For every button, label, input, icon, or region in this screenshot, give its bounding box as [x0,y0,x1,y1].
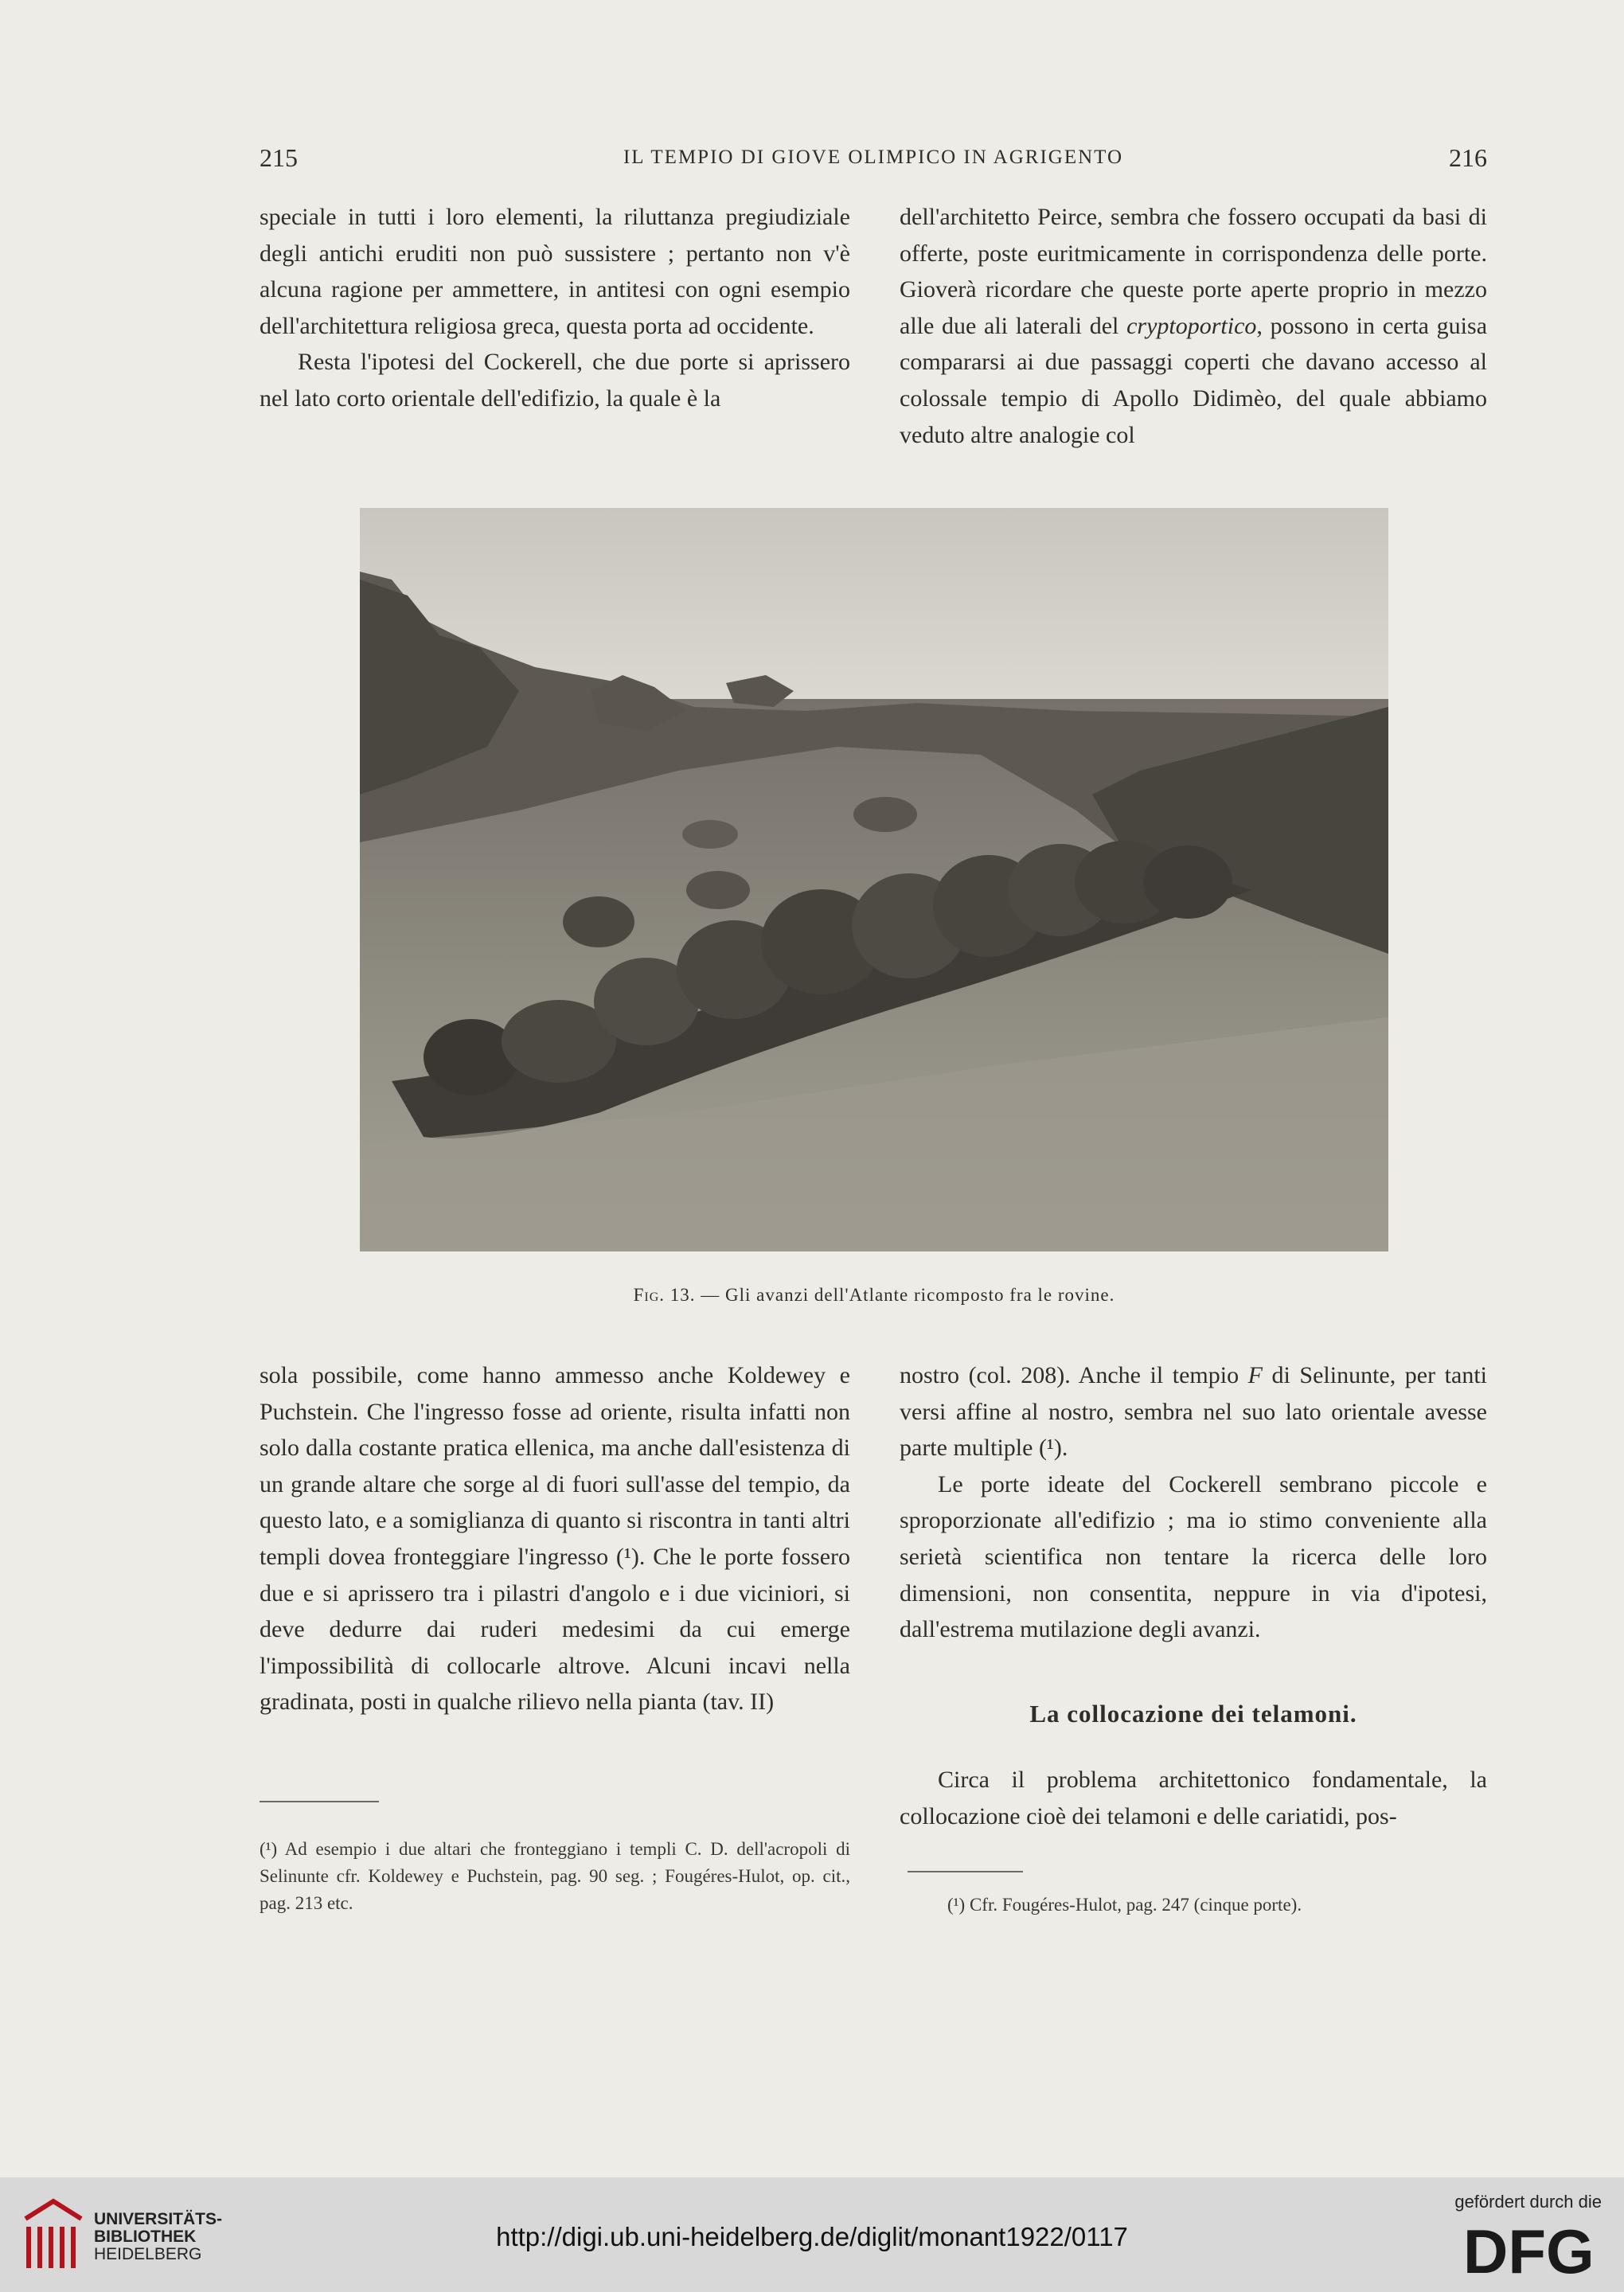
dfg-logo-icon[interactable] [1463,2220,1600,2279]
column-left-bottom [260,1357,850,1720]
ruins-photo [360,508,1388,1251]
library-name-line: UNIVERSITÄTS- [94,2210,223,2228]
text-run: nostro (col. 208). Anche il tempio [900,1362,1248,1388]
library-name-line: BIBLIOTHEK [94,2228,197,2246]
paragraph: Circa il problema architettonico fondamentale, la collocazione cioè dei telamoni e delle cariatidi, pos- [900,1767,1487,1829]
text-run: , possono in certa guisa compararsi ai due passaggi coperti che davano accesso al colossale tempio di Apollo Didimèo, del quale abbiamo veduto altre analogie col [900,312,1488,448]
figure-caption [360,1285,1388,1306]
library-name-line: HEIDELBERG [94,2245,202,2263]
text-run: di Selinunte, per tanti versi affine al nostro, sembra nel suo lato orientale avesse parte multiple (¹). [900,1362,1487,1462]
column-right-bottom [900,1357,1487,1835]
paragraph [900,1357,1487,1466]
footnote-left: (¹) Ad esempio i due altari che fronteggiano i templi C. D. dell'acropoli di Selinunte cfr. Koldewey e Puchstein, pag. 90 seg. ; Fougéres-Hulot, op. cit., pag. 213 etc. [260,1839,850,1913]
paragraph [900,199,1487,453]
footnote-right: (¹) Cfr. Fougéres-Hulot, pag. 247 (cinque porte). [947,1895,1302,1915]
photograph-figure [360,508,1388,1251]
dfg-logo-text: DFG [1463,2220,1595,2279]
caption-text: — Gli avanzi dell'Atlante ricomposto fra le rovine. [701,1285,1115,1305]
permalink-url[interactable]: http://digi.ub.uni-heidelberg.de/diglit/monant1922/0117 [496,2222,1128,2251]
funded-by-label: gefördert durch die [1454,2192,1602,2212]
paragraph: Resta l'ipotesi del Cockerell, che due porte si aprissero nel lato corto orientale dell'edifizio, la quale è la [260,349,850,412]
section-heading: La collocazione dei telamoni. [1029,1699,1357,1728]
paragraph: speciale in tutti i loro elementi, la riluttanza pregiudiziale degli antichi eruditi non può sussistere ; pertanto non v'è alcuna ragione per ammettere, in antitesi con ogni esempio dell'architettura religiosa greca, questa porta ad occidente. [260,204,850,339]
running-title: IL TEMPIO DI GIOVE OLIMPICO IN AGRIGENTO [623,146,1124,168]
paragraph: Le porte ideate del Cockerell sembrano piccole e sproporzionate all'edifizio ; ma io stimo conveniente alla serietà scientifica non tentare la ricerca delle loro dimensioni, non consentita, neppure in via d'ipotesi, dall'estrema mutilazione degli avanzi. [900,1470,1487,1643]
column-left-top [260,199,850,417]
footnote-rule [908,1871,1023,1872]
page-number-right: 216 [1449,143,1487,172]
viewer-footer [0,2177,1624,2292]
italic-term: F [1247,1362,1263,1388]
column-right-top [900,199,1487,453]
footnote-rule [260,1801,379,1802]
italic-term: cryptoportico [1126,312,1257,339]
running-head [260,143,1487,175]
page-number-left: 215 [260,143,298,172]
paragraph: sola possibile, come hanno ammesso anche Koldewey e Puchstein. Che l'ingresso fosse ad oriente, risulta infatti non solo dalla costante pratica ellenica, ma anche dall'esistenza di un grande altare che sorge al di fuori sull'asse del tempio, da questo lato, e a somiglianza di quanto si riscontra in tanti altri templi dovea fronteggiare l'ingresso (¹). Che le porte fossero due e si aprissero tra i pilastri d'angolo e i due viciniori, si deve dedurre dai ruderi medesimi da cui emerge l'impossibilità di collocarle altrove. Alcuni incavi nella gradinata, posti in qualche rilievo nella pianta (tav. II) [260,1362,850,1716]
text-run: dell'architetto Peirce, sembra che fossero occupati da basi di offerte, poste euritmicamente in corrispondenza delle porte. Gioverà ricordare che queste porte aperte proprio in mezzo alle due ali laterali del [900,204,1487,339]
figure-label: Fig. 13. [633,1285,696,1305]
